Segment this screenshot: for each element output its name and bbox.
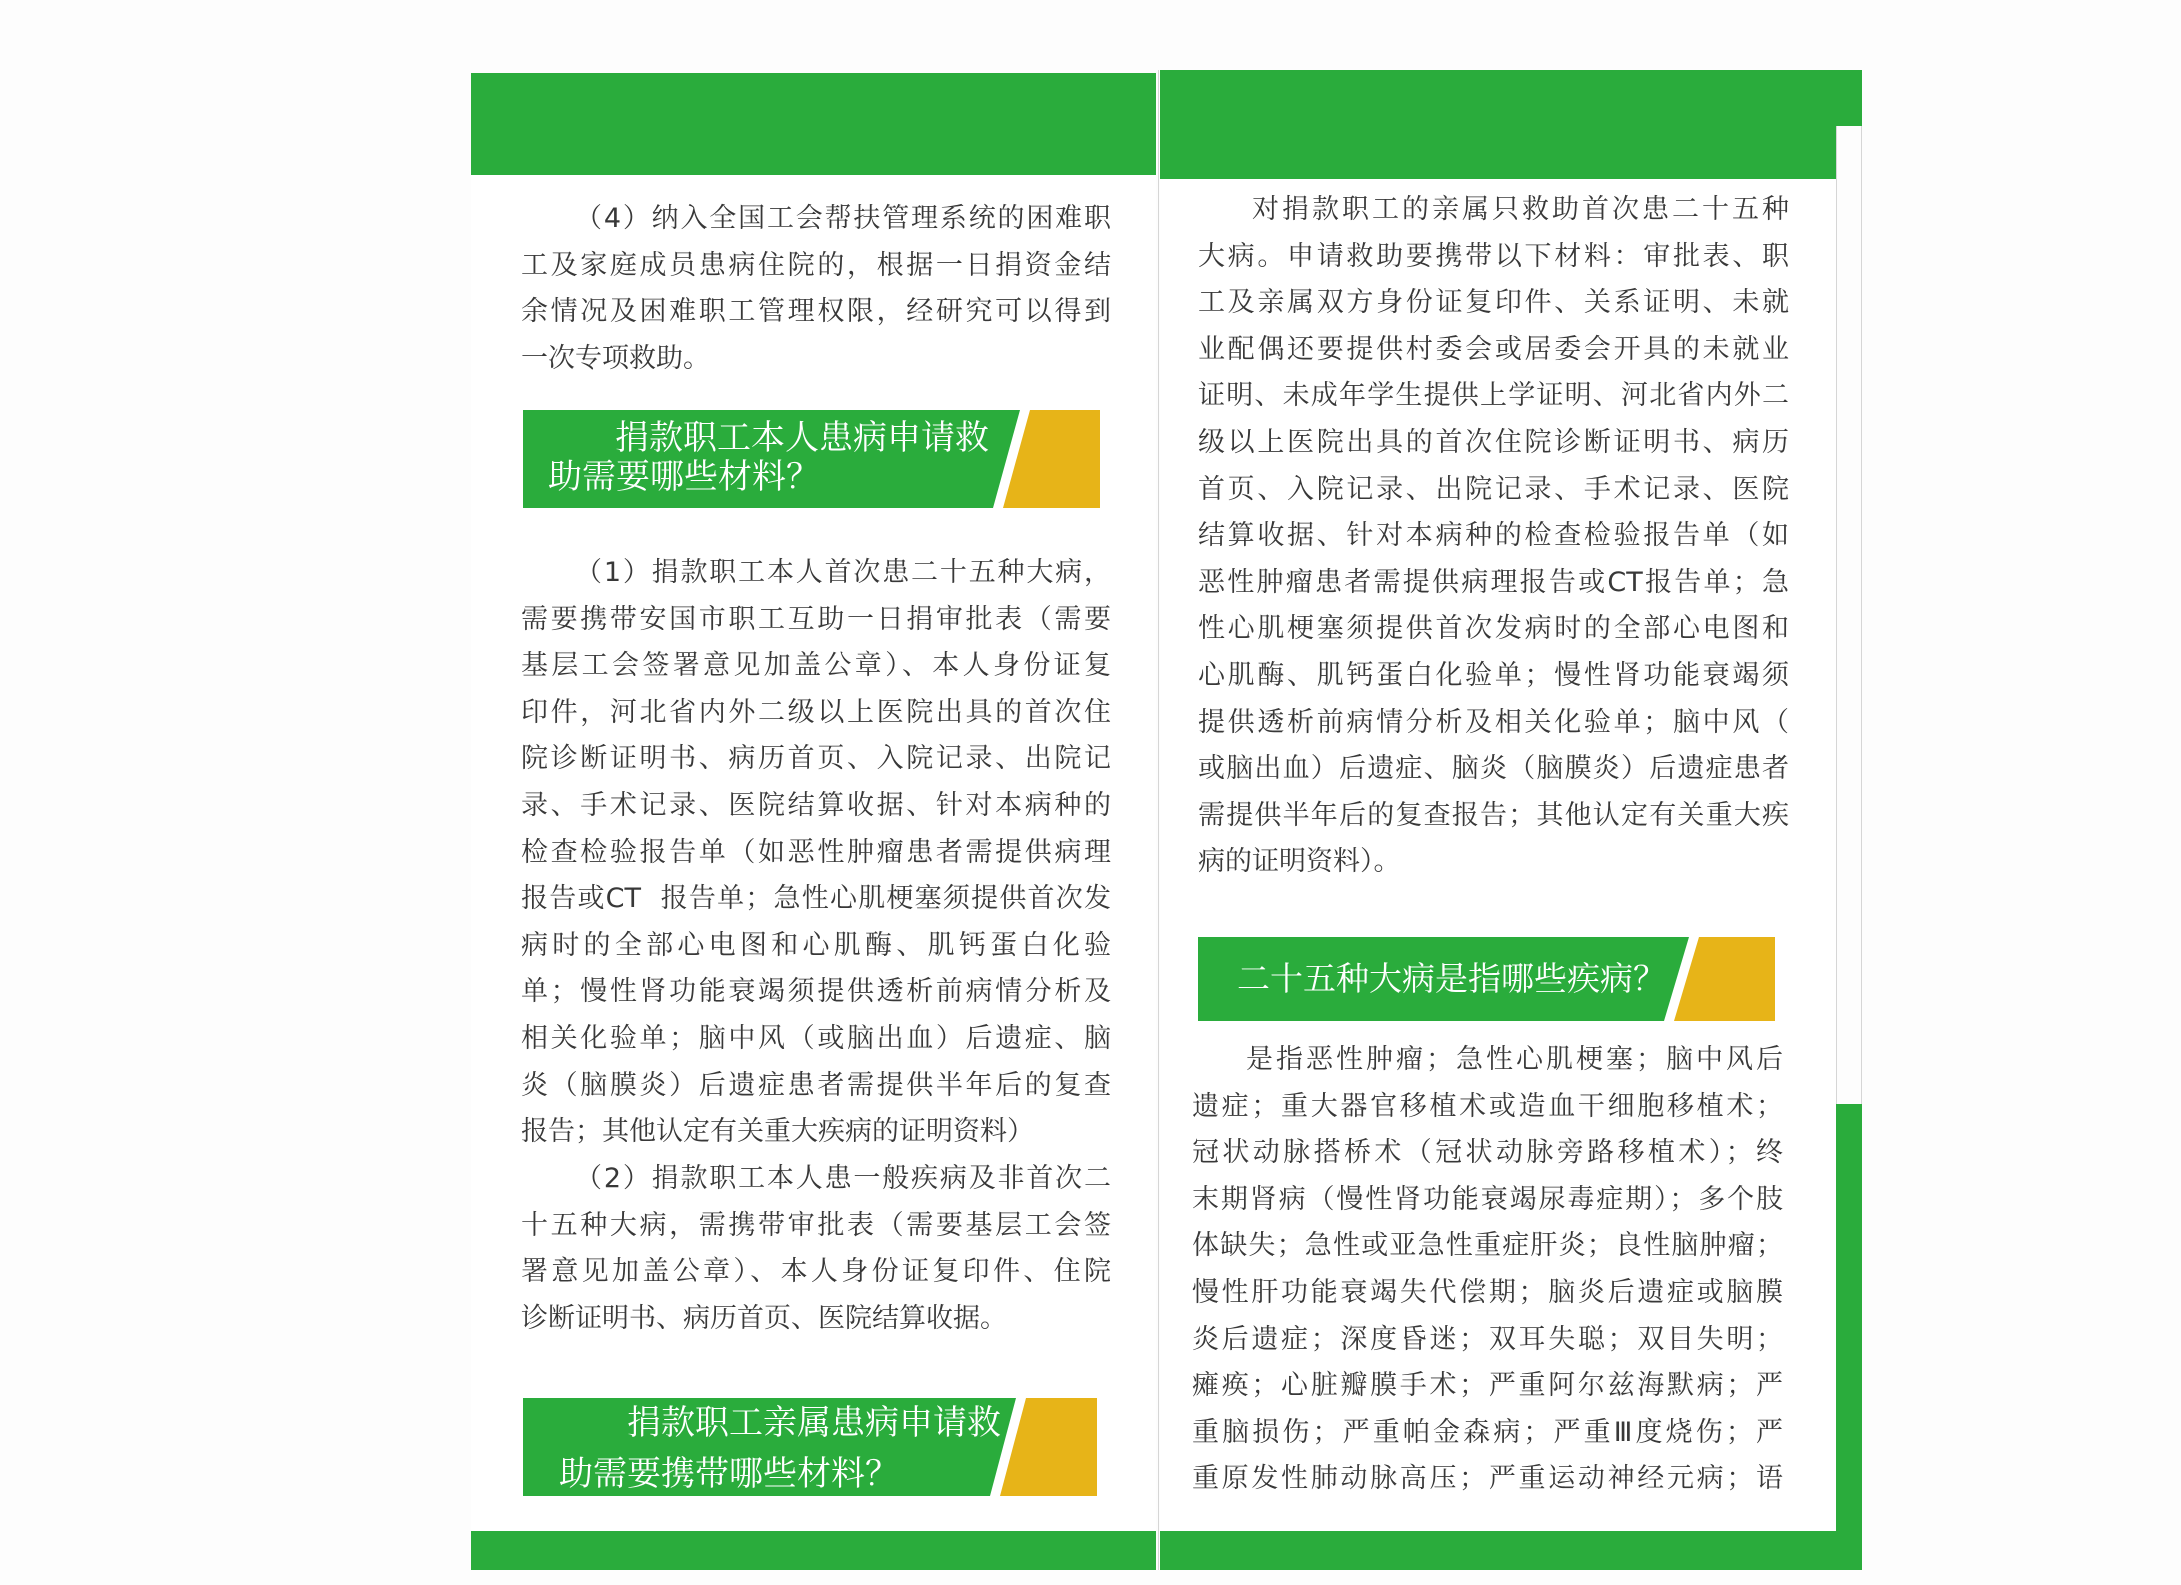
- text-line: 恶性肿瘤患者需提供病理报告或CT报告单；急: [1198, 566, 1789, 598]
- text-line: 十五种大病，需携带审批表（需要基层工会签: [521, 1209, 1111, 1241]
- text-line: 炎（脑膜炎）后遗症患者需提供半年后的复查: [521, 1069, 1111, 1101]
- section-heading-relative-illness: [523, 1398, 1097, 1496]
- heading-line: 助需要携带哪些材料？: [559, 1454, 899, 1494]
- right-edge-line-outer: [1861, 126, 1862, 1104]
- text-line: 余情况及困难职工管理权限，经研究可以得到: [521, 296, 1111, 328]
- text-line: 录、手术记录、医院结算收据、针对本病种的: [521, 789, 1111, 821]
- heading-line: 二十五种大病是指哪些疾病？: [1237, 959, 1666, 998]
- text-line: 工及亲属双方身份证复印件、关系证明、未就: [1198, 287, 1789, 319]
- text-line: 性心肌梗塞须提供首次发病时的全部心电图和: [1198, 613, 1789, 645]
- right-bottom-banner: [1160, 1531, 1836, 1570]
- text-line: 报告或CT 报告单；急性心肌梗塞须提供首次发: [521, 883, 1111, 915]
- text-line: 一次专项救助。: [521, 342, 710, 374]
- text-line: 是指恶性肿瘤；急性心肌梗塞；脑中风后: [1246, 1044, 1783, 1075]
- text-line: 心肌酶、肌钙蛋白化验单；慢性肾功能衰竭须: [1198, 659, 1789, 691]
- section-heading-self-illness: [523, 410, 1100, 508]
- text-line: 瘫痪；心脏瓣膜手术；严重阿尔兹海默病；严: [1192, 1370, 1783, 1402]
- text-line: 病时的全部心电图和心肌酶、肌钙蛋白化验: [521, 929, 1111, 961]
- text-line: 末期肾病（慢性肾功能衰竭尿毒症期）；多个肢: [1192, 1183, 1783, 1215]
- text-line: 检查检验报告单（如恶性肿瘤患者需提供病理: [521, 836, 1111, 868]
- text-line: 业配偶还要提供村委会或居委会开具的未就业: [1198, 333, 1789, 365]
- text-line: 冠状动脉搭桥术（冠状动脉旁路移植术）；终: [1192, 1137, 1783, 1169]
- paragraph-item-4: [521, 196, 1111, 382]
- text-line: 遗症；重大器官移植术或造血干细胞移植术；: [1192, 1090, 1783, 1122]
- left-top-banner: [471, 73, 1156, 175]
- left-bottom-banner: [471, 1531, 1156, 1570]
- text-line: 基层工会签署意见加盖公章）、本人身份证复: [521, 650, 1111, 682]
- text-line: （2）捐款职工本人患一般疾病及非首次二: [575, 1163, 1111, 1194]
- text-line: 需提供半年后的复查报告；其他认定有关重大疾: [1198, 799, 1789, 831]
- text-line: 需要携带安国市职工互助一日捐审批表（需要: [521, 603, 1111, 635]
- text-line: （1）捐款职工本人首次患二十五种大病，: [575, 557, 1111, 588]
- panel-fold-line: [1158, 70, 1159, 1570]
- right-edge-top-tab: [1836, 70, 1862, 126]
- heading-line: 捐款职工本人患病申请救: [615, 418, 989, 458]
- paragraph-relatives-materials: [1198, 187, 1789, 886]
- text-line: 首页、入院记录、出院记录、手术记录、医院: [1198, 473, 1789, 505]
- text-line: 结算收据、针对本病种的检查检验报告单（如: [1198, 520, 1789, 552]
- text-line: 院诊断证明书、病历首页、入院记录、出院记: [521, 743, 1111, 775]
- text-line: 体缺失；急性或亚急性重症肝炎；良性脑肿瘤；: [1192, 1230, 1783, 1262]
- text-line: 大病。申请救助要携带以下材料：审批表、职: [1198, 240, 1789, 272]
- text-line: 相关化验单；脑中风（或脑出血）后遗症、脑: [521, 1022, 1111, 1054]
- text-line: 印件，河北省内外二级以上医院出具的首次住: [521, 696, 1111, 728]
- text-line: 重原发性肺动脉高压；严重运动神经元病；语: [1192, 1463, 1783, 1495]
- heading-line: 捐款职工亲属患病申请救: [627, 1403, 1001, 1443]
- heading-line: 助需要哪些材料？: [548, 457, 820, 497]
- text-line: （4）纳入全国工会帮扶管理系统的困难职: [575, 203, 1111, 234]
- text-line: 对捐款职工的亲属只救助首次患二十五种: [1252, 194, 1789, 225]
- text-line: 重脑损伤；严重帕金森病；严重Ⅲ度烧伤；严: [1192, 1416, 1783, 1448]
- text-line: 炎后遗症；深度昏迷；双耳失聪；双目失明；: [1192, 1323, 1783, 1355]
- right-top-banner: [1160, 70, 1836, 179]
- right-edge-bottom-tab: [1836, 1104, 1862, 1570]
- section-heading-25-diseases: [1198, 937, 1775, 1021]
- text-line: 级以上医院出具的首次住院诊断证明书、病历: [1198, 426, 1789, 458]
- text-line: 诊断证明书、病历首页、医院结算收据。: [521, 1302, 1007, 1334]
- text-line: 署意见加盖公章）、本人身份证复印件、住院: [521, 1256, 1111, 1288]
- right-edge-line-inner: [1836, 126, 1837, 1104]
- text-line: 慢性肝功能衰竭失代偿期；脑炎后遗症或脑膜: [1192, 1276, 1783, 1308]
- text-line: 证明、未成年学生提供上学证明、河北省内外二: [1198, 380, 1789, 412]
- text-line: 提供透析前病情分析及相关化验单；脑中风（: [1198, 706, 1789, 738]
- text-line: 单；慢性肾功能衰竭须提供透析前病情分析及: [521, 976, 1111, 1008]
- text-line: 报告；其他认定有关重大疾病的证明资料）: [521, 1116, 1034, 1148]
- paragraph-item-2: [521, 1156, 1111, 1342]
- text-line: 病的证明资料）。: [1198, 846, 1401, 878]
- text-line: 工及家庭成员患病住院的，根据一日捐资金结: [521, 249, 1111, 281]
- paragraph-item-1: [521, 550, 1111, 1156]
- text-line: 或脑出血）后遗症、脑炎（脑膜炎）后遗症患者: [1198, 753, 1789, 785]
- paragraph-disease-list: [1192, 1037, 1783, 1503]
